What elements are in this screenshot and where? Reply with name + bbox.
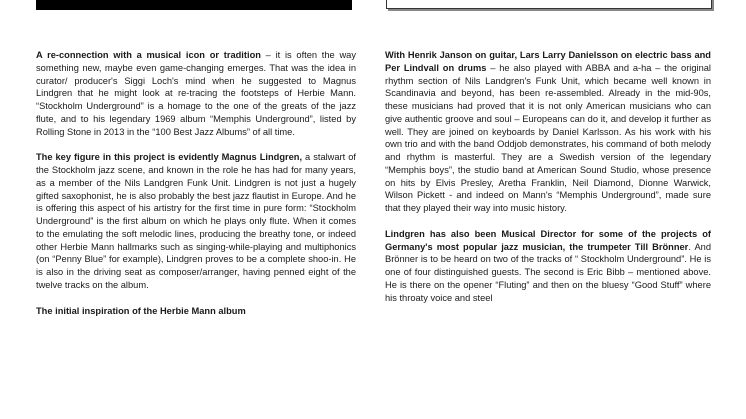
paragraph — [36, 49, 356, 138]
paragraph-lead: The key figure in this project is evidently Magnus Lindgren, — [36, 152, 303, 163]
left-column — [36, 49, 356, 330]
paragraph — [385, 228, 711, 305]
paragraph-lead: With Henrik Janson on guitar, Lars Larry Danielsson on electric bass and Per Lindvall on drums — [385, 50, 711, 73]
paragraph — [385, 49, 711, 215]
header-outline-box — [386, 0, 712, 9]
paragraph-lead: Lindgren has also been Musical Director for some of the projects of Germany's most popular jazz musician, the trumpeter Till Brönner — [385, 228, 711, 252]
header-black-bar — [36, 0, 352, 10]
paragraph-lead: A re-connection with a musical icon or tradition — [36, 50, 261, 60]
paragraph-body: – it is often the way something new, maybe even game-changing emerges. That was the idea in curator/ producer's Siggi Loch's mind when he suggested to Magnus Lindgren that he might look at re-tracing the footsteps of Herbie Mann. “Stockholm Underground” is a homage to the one of the greats of the jazz flute, and to his legendary 1969 album “Memphis Underground”, listed by Rolling Stone in 2013 in the “100 Best Jazz Albums” of all time. — [36, 50, 356, 137]
paragraph — [36, 305, 356, 318]
paragraph-body: . And Brönner is to be heard on two of the tracks of “ Stockholm Underground”. He is one of four distinguished guests. The second is Eric Bibb – mentioned above. He is there on the opener “Fluting” and then on the bluesy “Good Stuff” where his throaty voice and steel — [385, 241, 712, 303]
paragraph — [36, 151, 356, 291]
right-column — [385, 49, 711, 317]
paragraph-body: – he also played with ABBA and a-ha – the original rhythm section of Nils Landgren's Funk Unit, which became well known in Scandinavia and beyond, has been re-assembled. Already in the mid-90s, these musicians had proved that it is not only American musicians who can give authentic groove and soul – Europeans can do it, and develop it further as well. They are joined on keyboards by Daniel Karlsson. As his work with his own trio and with the band Oddjob demonstrates, his command of both melody and rhythm is masterful. They are a Swedish version of the legendary “Memphis boys”, the studio band at American Sound Studio, whose presence on hits by Elvis Presley, Aretha Franklin, Neil Diamond, Dionne Warwick, Wilson Pickett - and indeed on Mann's “Memphis Underground”, made sure that they played their way into music history. — [385, 62, 712, 213]
paragraph-lead: The initial inspiration of the Herbie Mann album — [36, 305, 246, 316]
paragraph-body: a stalwart of the Stockholm jazz scene, and known in the role he has had for many years, as a member of the Nils Landgren Funk Unit. Lindgren is not just a hugely gifted saxophonist, he is also probably the best jazz flautist in Europe. And he is offering this aspect of his artistry for the first time in pure form: “Stockholm Underground” is the first album on which he plays only flute. When it comes to the emulating the soft melodic lines, producing the breathy tone, or indeed other Herbie Mann hallmarks such as singing-while-playing and multiphonics (on “Penny Blue” for example), Lindgren proves to be a complete shoo-in. He is also in the driving seat as composer/arranger, having penned eight of the twelve tracks on the album. — [36, 152, 356, 290]
